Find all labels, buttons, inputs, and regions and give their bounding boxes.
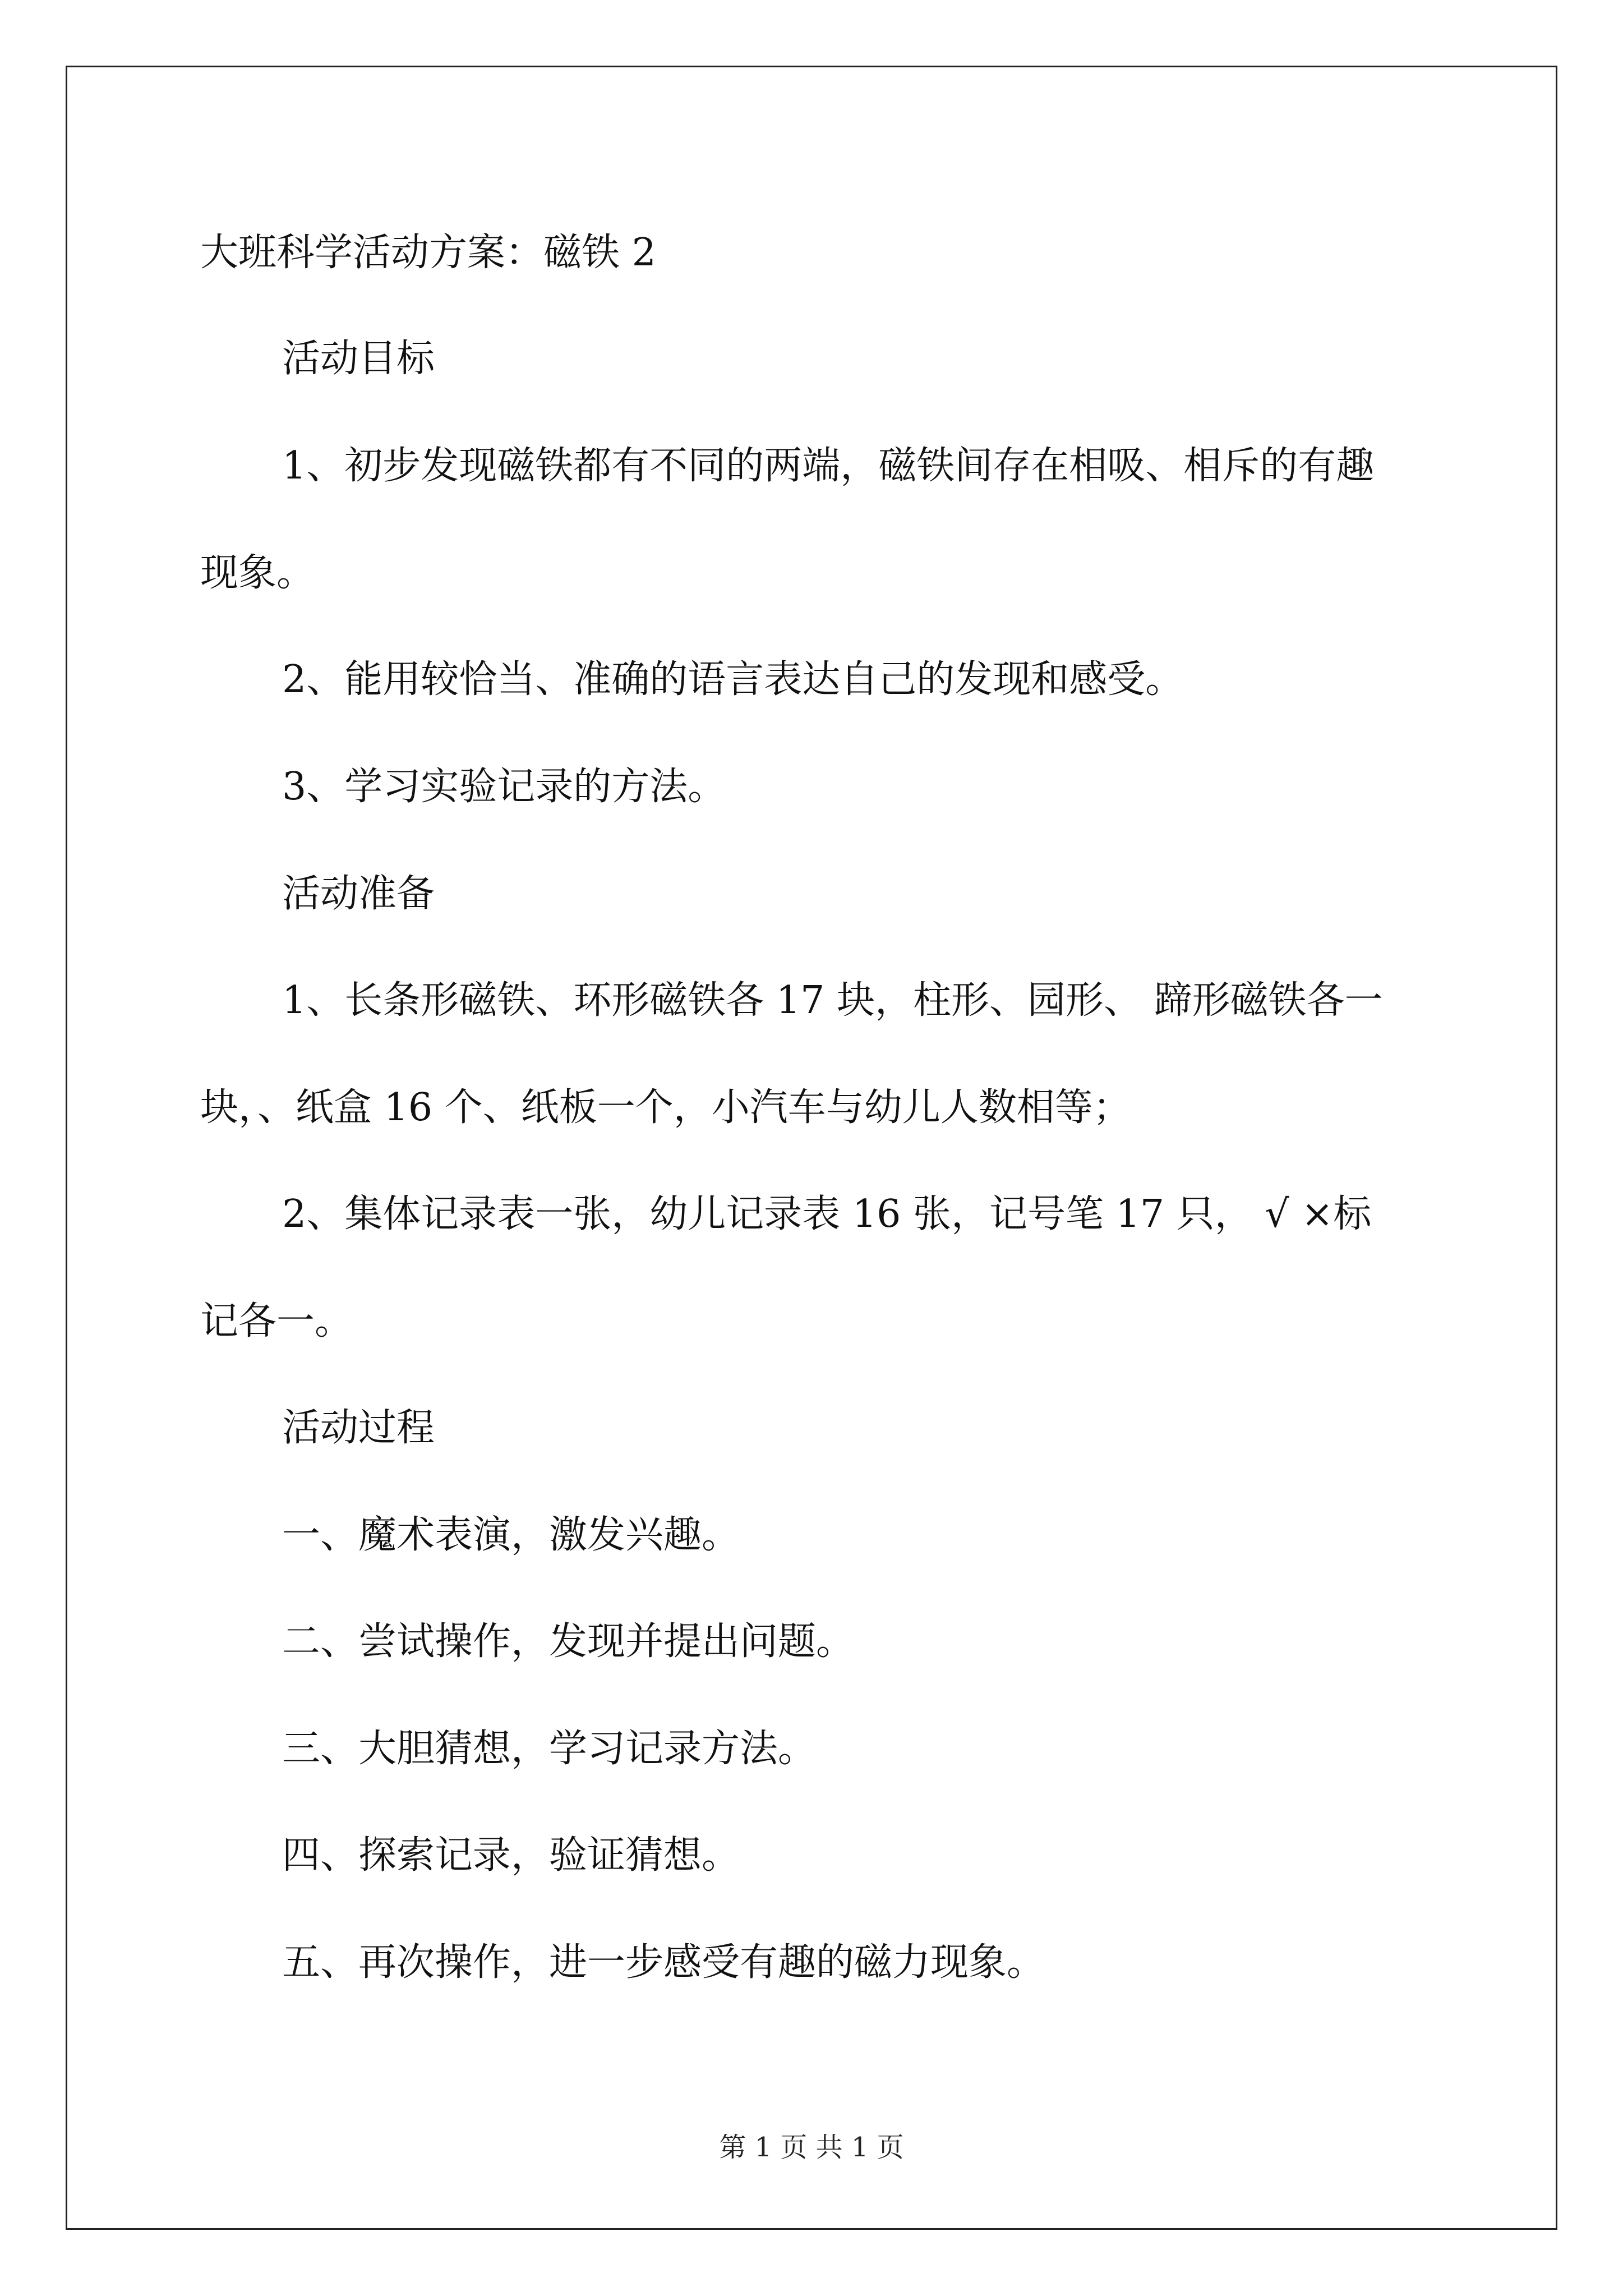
page-footer: 第 1 页 共 1 页 xyxy=(719,2132,904,2163)
prep-item-1: 1、长条形磁铁、环形磁铁各 17 块，柱形、园形、 蹄形磁铁各一 xyxy=(282,978,1383,1023)
prep-item-2-continued: 记各一。 xyxy=(200,1299,353,1343)
section-heading-goals: 活动目标 xyxy=(282,337,435,381)
section-heading-prep: 活动准备 xyxy=(282,872,435,916)
page-border xyxy=(66,66,1557,2230)
goal-item-1-continued: 现象。 xyxy=(200,551,315,595)
process-step-1: 一、魔术表演，激发兴趣。 xyxy=(282,1513,740,1557)
process-step-4: 四、探索记录，验证猜想。 xyxy=(282,1833,740,1878)
document-title: 大班科学活动方案：磁铁 2 xyxy=(200,231,656,275)
goal-item-2: 2、能用较恰当、准确的语言表达自己的发现和感受。 xyxy=(282,657,1184,702)
goal-item-3: 3、学习实验记录的方法。 xyxy=(282,765,726,809)
process-step-3: 三、大胆猜想，学习记录方法。 xyxy=(282,1727,817,1771)
section-heading-process: 活动过程 xyxy=(282,1406,435,1450)
prep-item-2: 2、集体记录表一张，幼儿记录表 16 张，记号笔 17 只， √ ×标 xyxy=(282,1192,1372,1236)
process-step-2: 二、尝试操作，发现并提出问题。 xyxy=(282,1619,855,1664)
process-step-5: 五、再次操作，进一步感受有趣的磁力现象。 xyxy=(282,1940,1045,1985)
goal-item-1: 1、初步发现磁铁都有不同的两端，磁铁间存在相吸、相斥的有趣 xyxy=(282,444,1375,488)
prep-item-1-continued: 块，、纸盒 16 个、纸板一个，小汽车与幼儿人数相等； xyxy=(200,1085,1131,1130)
